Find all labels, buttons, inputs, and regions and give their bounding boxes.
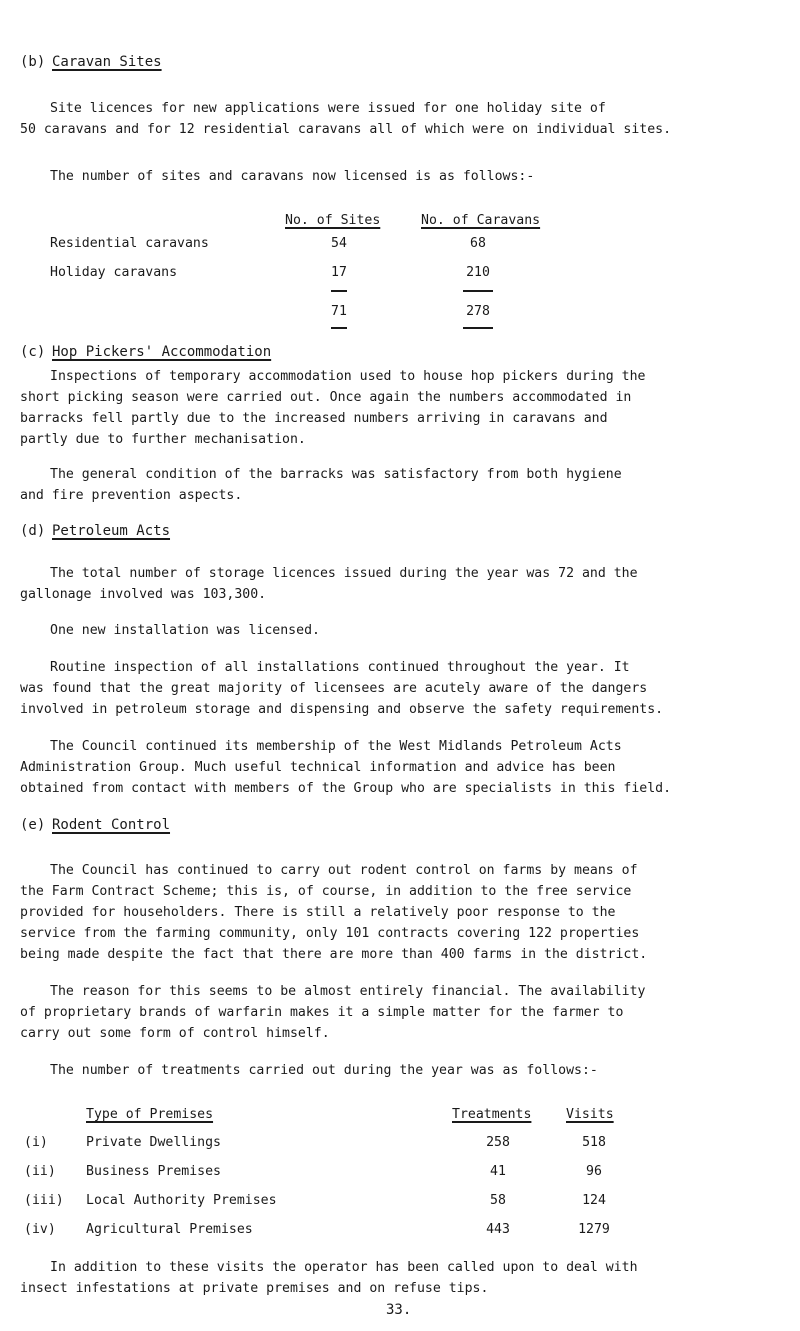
- paragraph-line: short picking season were carried out. Once again the numbers accommodated in: [20, 390, 632, 405]
- total-sites: 71: [331, 304, 347, 319]
- paragraph-line: the Farm Contract Scheme; this is, of course, in addition to the free service: [20, 884, 632, 899]
- paragraph-line: The reason for this seems to be almost entirely financial. The availability: [50, 984, 646, 999]
- row-number: (ii): [24, 1164, 56, 1179]
- paragraph-line: Administration Group. Much useful technical information and advice has been: [20, 760, 616, 775]
- row-number: (i): [24, 1135, 48, 1150]
- paragraph-line: service from the farming community, only 101 contracts covering 122 properties: [20, 926, 640, 941]
- table-cell-caravans: 210: [466, 265, 490, 280]
- section-heading-petroleum-acts: [20, 521, 170, 542]
- section-title: Rodent Control: [52, 817, 171, 833]
- row-number: (iv): [24, 1222, 56, 1237]
- table-row-label: Residential caravans: [50, 236, 209, 251]
- paragraph-line: being made despite the fact that there are more than 400 farms in the district.: [20, 947, 648, 962]
- row-type: Local Authority Premises: [86, 1193, 277, 1208]
- paragraph-line: provided for householders. There is still a relatively poor response to the: [20, 905, 616, 920]
- table-cell-sites: 17: [331, 265, 347, 280]
- paragraph-line: barracks fell partly due to the increased numbers arriving in caravans and: [20, 411, 608, 426]
- section-title: Caravan Sites: [52, 54, 162, 70]
- paragraph: The number of treatments carried out during the year was as follows:-: [50, 1063, 598, 1078]
- paragraph-line: involved in petroleum storage and dispensing and observe the safety requirements.: [20, 702, 664, 717]
- paragraph-line: gallonage involved was 103,300.: [20, 587, 267, 602]
- total-rule: [463, 290, 493, 292]
- paragraph-line: Inspections of temporary accommodation used to house hop pickers during the: [50, 369, 646, 384]
- paragraph-line: carry out some form of control himself.: [20, 1026, 330, 1041]
- paragraph-line: The Council continued its membership of the West Midlands Petroleum Acts: [50, 739, 622, 754]
- paragraph-line: The total number of storage licences issued during the year was 72 and the: [50, 566, 638, 581]
- column-header-treatments: Treatments: [452, 1107, 532, 1122]
- paragraph-line: of proprietary brands of warfarin makes it a simple matter for the farmer to: [20, 1005, 624, 1020]
- total-rule: [331, 290, 347, 292]
- section-title: Hop Pickers' Accommodation: [52, 344, 272, 360]
- section-heading-rodent-control: [20, 815, 170, 836]
- table-cell-caravans: 68: [470, 236, 486, 251]
- column-header-type: Type of Premises: [86, 1107, 214, 1122]
- section-number: (e): [20, 817, 46, 833]
- paragraph-line: Routine inspection of all installations continued throughout the year. It: [50, 660, 630, 675]
- table-cell-sites: 54: [331, 236, 347, 251]
- paragraph-line: obtained from contact with members of the Group who are specialists in this field.: [20, 781, 672, 796]
- page-number: 33.: [386, 1302, 412, 1318]
- section-heading-caravan-sites: [20, 52, 162, 73]
- paragraph-line: and fire prevention aspects.: [20, 488, 243, 503]
- section-number: (c): [20, 344, 46, 360]
- row-treatments: 443: [486, 1222, 510, 1237]
- section-number: (b): [20, 54, 46, 70]
- paragraph-line: The Council has continued to carry out rodent control on farms by means of: [50, 863, 638, 878]
- section-heading-hop-pickers: [20, 342, 271, 363]
- paragraph-line: The general condition of the barracks was satisfactory from both hygiene: [50, 467, 622, 482]
- row-visits: 1279: [578, 1222, 610, 1237]
- row-type: Private Dwellings: [86, 1135, 221, 1150]
- section-number: (d): [20, 523, 46, 539]
- section-title: Petroleum Acts: [52, 523, 171, 539]
- paragraph-line: 50 caravans and for 12 residential caravans all of which were on individual sites.: [20, 122, 672, 137]
- row-treatments: 58: [490, 1193, 506, 1208]
- table-row-label: Holiday caravans: [50, 265, 178, 280]
- total-caravans: 278: [466, 304, 490, 319]
- row-visits: 96: [586, 1164, 602, 1179]
- row-type: Agricultural Premises: [86, 1222, 253, 1237]
- paragraph: The number of sites and caravans now licensed is as follows:-: [50, 169, 535, 184]
- paragraph-line: insect infestations at private premises and on refuse tips.: [20, 1281, 489, 1296]
- row-type: Business Premises: [86, 1164, 221, 1179]
- paragraph-line: was found that the great majority of licensees are acutely aware of the dangers: [20, 681, 648, 696]
- row-visits: 518: [582, 1135, 606, 1150]
- total-rule: [463, 327, 493, 329]
- paragraph: One new installation was licensed.: [50, 623, 320, 638]
- row-treatments: 258: [486, 1135, 510, 1150]
- column-header-visits: Visits: [566, 1107, 614, 1122]
- paragraph-line: Site licences for new applications were issued for one holiday site of: [50, 101, 606, 116]
- paragraph-line: In addition to these visits the operator has been called upon to deal with: [50, 1260, 638, 1275]
- row-visits: 124: [582, 1193, 606, 1208]
- column-header-caravans: No. of Caravans: [421, 213, 541, 228]
- total-rule: [331, 327, 347, 329]
- paragraph-line: partly due to further mechanisation.: [20, 432, 306, 447]
- column-header-sites: No. of Sites: [285, 213, 381, 228]
- row-treatments: 41: [490, 1164, 506, 1179]
- row-number: (iii): [24, 1193, 64, 1208]
